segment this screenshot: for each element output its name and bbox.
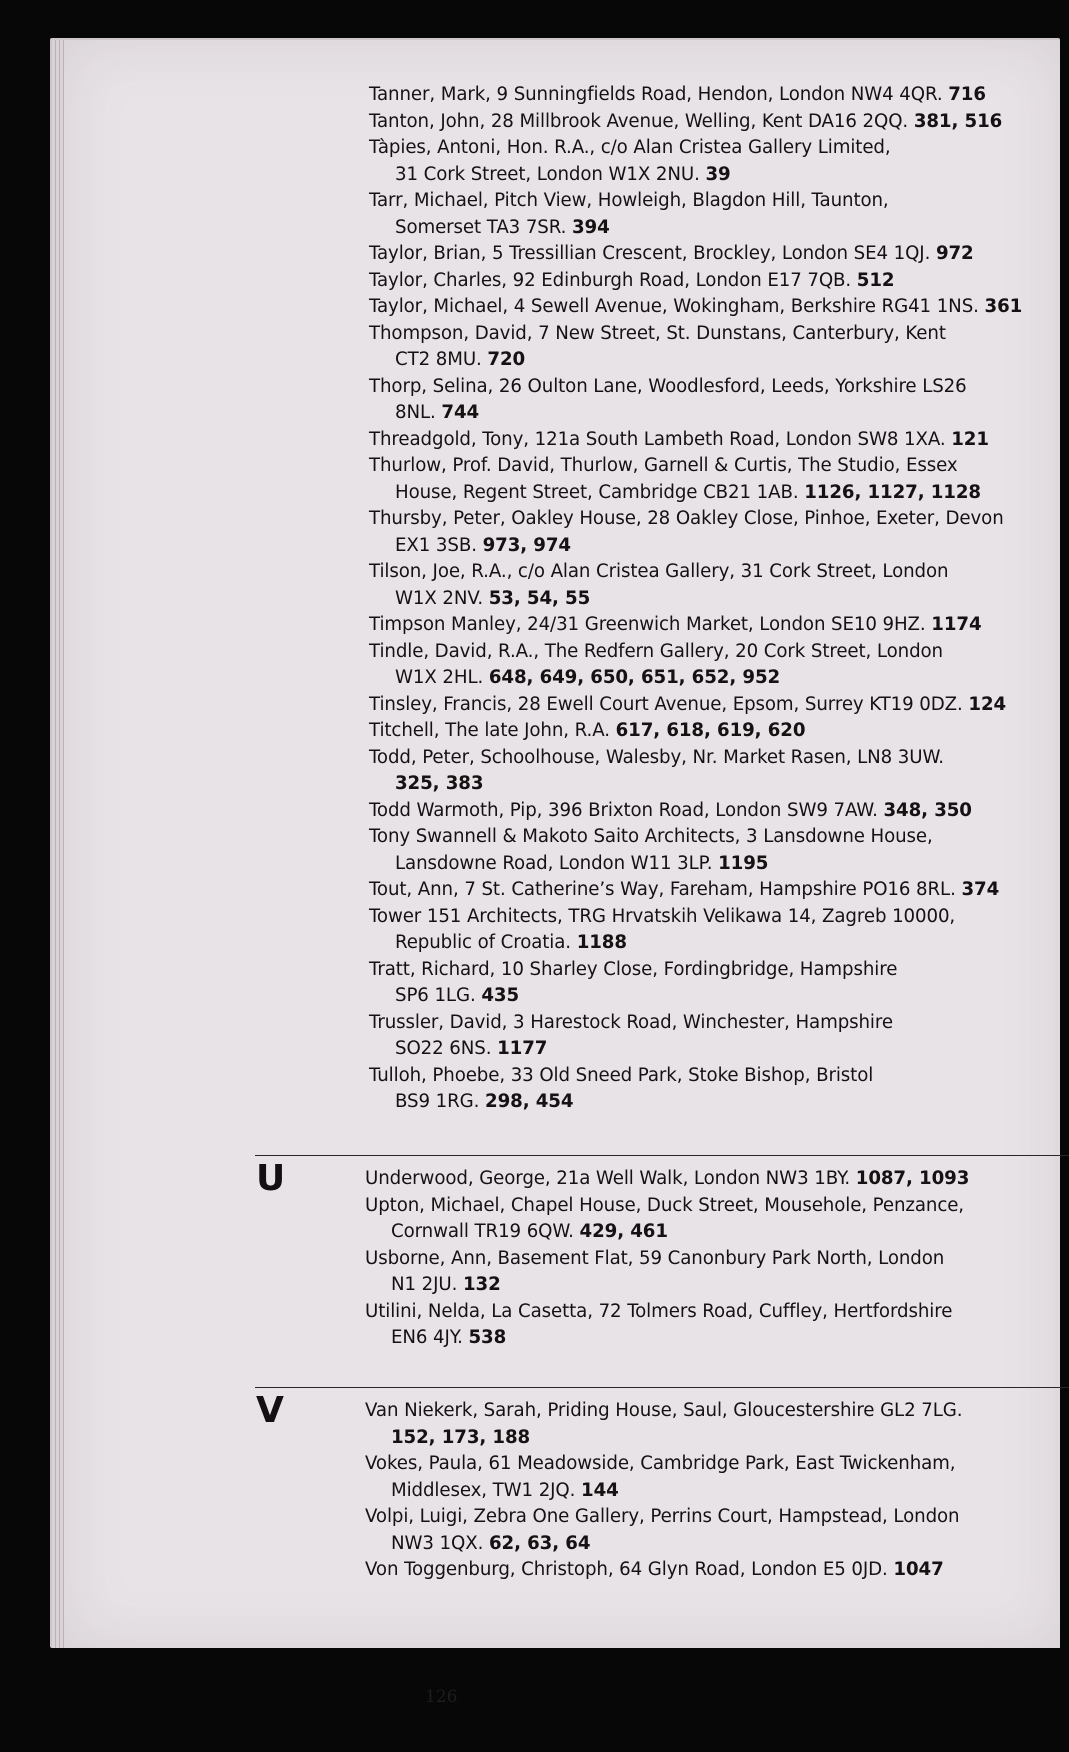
entry-name-line — [369, 294, 1039, 321]
entry-text: Tratt, Richard, 10 Sharley Close, Fordingbridge, Hampshire — [369, 958, 898, 980]
section-divider — [255, 1155, 1069, 1156]
entry-name-line — [369, 559, 1039, 586]
entry-page-numbers: 298, 454 — [485, 1091, 574, 1112]
entry-page-numbers: 429, 461 — [579, 1221, 668, 1242]
page-number: 126 — [425, 1687, 458, 1707]
entry-name-line — [369, 427, 1039, 454]
entry-name-line — [365, 1398, 1035, 1425]
entry-name-line — [369, 798, 1039, 825]
entry-text: Todd Warmoth, Pip, 396 Brixton Road, London SW9 7AW. — [369, 799, 878, 821]
entry-name-line — [369, 109, 1039, 136]
index-entry — [369, 798, 1039, 825]
entry-address-line — [365, 1425, 1035, 1452]
entry-text: EX1 3SB. — [395, 534, 477, 556]
entry-address-line — [365, 1531, 1035, 1558]
entry-name-line — [369, 639, 1039, 666]
entry-name-line — [369, 824, 1039, 851]
entry-page-numbers: 1188 — [576, 932, 627, 953]
entry-page-numbers: 744 — [441, 402, 480, 423]
entry-text: Van Niekerk, Sarah, Priding House, Saul, Gloucestershire GL2 7LG. — [365, 1400, 963, 1421]
index-entry — [369, 82, 1039, 109]
entry-text: W1X 2HL. — [395, 667, 484, 688]
entry-text: Tilson, Joe, R.A., c/o Alan Cristea Gallery, 31 Cork Street, London — [369, 561, 949, 582]
entry-address-line — [369, 400, 1039, 427]
entry-name-line — [369, 877, 1039, 904]
entry-name-line — [369, 241, 1039, 268]
index-entry — [369, 506, 1039, 559]
index-entry — [369, 877, 1039, 904]
entry-page-numbers: 1126, 1127, 1128 — [804, 481, 981, 503]
entry-page-numbers: 1174 — [931, 614, 982, 635]
entry-text: Utilini, Nelda, La Casetta, 72 Tolmers Road, Cuffley, Hertfordshire — [365, 1300, 953, 1322]
entry-name-line — [365, 1193, 1035, 1220]
index-entry — [365, 1166, 1035, 1193]
section-letter: V — [256, 1390, 284, 1431]
entry-text: Thursby, Peter, Oakley House, 28 Oakley Close, Pinhoe, Exeter, Devon — [369, 508, 1004, 529]
entry-text: CT2 8MU. — [395, 349, 482, 370]
entry-text: Cornwall TR19 6QW. — [391, 1221, 574, 1242]
entry-text: Tinsley, Francis, 28 Ewell Court Avenue, Epsom, Surrey KT19 0DZ. — [369, 693, 963, 715]
entry-address-line — [365, 1325, 1035, 1352]
index-entry — [369, 957, 1039, 1010]
entry-text: W1X 2NV. — [395, 587, 484, 609]
entry-page-numbers: 121 — [951, 428, 989, 450]
entry-address-line — [369, 665, 1039, 692]
index-entry — [365, 1398, 1035, 1451]
entry-page-numbers: 374 — [961, 879, 1000, 900]
entry-address-line — [365, 1478, 1035, 1505]
entry-text: Von Toggenburg, Christoph, 64 Glyn Road, London E5 0JD. — [365, 1559, 888, 1580]
entry-text: Tower 151 Architects, TRG Hrvatskih Velikawa 14, Zagreb 10000, — [369, 905, 956, 927]
entry-page-numbers: 1087, 1093 — [855, 1168, 970, 1189]
entry-address-line — [369, 480, 1039, 507]
entry-text: Vokes, Paula, 61 Meadowside, Cambridge Park, East Twickenham, — [365, 1453, 956, 1474]
index-entry — [365, 1451, 1035, 1504]
entry-text: Lansdowne Road, London W11 3LP. — [395, 852, 713, 874]
entry-name-line — [365, 1246, 1035, 1273]
entry-address-line — [365, 1272, 1035, 1299]
entry-text: 8NL. — [395, 402, 436, 423]
entry-address-line — [369, 1089, 1039, 1116]
index-entry — [369, 135, 1039, 188]
index-entry — [369, 904, 1039, 957]
entry-page-numbers: 1047 — [893, 1559, 944, 1580]
entry-name-line — [369, 718, 1039, 745]
entry-page-numbers: 361 — [984, 296, 1023, 317]
entry-page-numbers: 972 — [935, 243, 974, 264]
entry-page-numbers: 973, 974 — [482, 534, 571, 556]
entry-name-line — [365, 1451, 1035, 1478]
entry-text: Threadgold, Tony, 121a South Lambeth Road, London SW8 1XA. — [369, 428, 946, 450]
index-entry — [365, 1299, 1035, 1352]
entry-text: Todd, Peter, Schoolhouse, Walesby, Nr. Market Rasen, LN8 3UW. — [369, 746, 944, 768]
entry-text: 31 Cork Street, London W1X 2NU. — [395, 163, 700, 185]
entry-name-line — [369, 692, 1039, 719]
index-entry — [365, 1504, 1035, 1557]
entry-text: EN6 4JY. — [391, 1327, 463, 1348]
entry-name-line — [369, 135, 1039, 162]
entry-name-line — [369, 612, 1039, 639]
entry-text: Taylor, Michael, 4 Sewell Avenue, Wokingham, Berkshire RG41 1NS. — [369, 296, 979, 317]
entry-name-line — [365, 1166, 1035, 1193]
entry-name-line — [369, 188, 1039, 215]
entry-text: Tulloh, Phoebe, 33 Old Sneed Park, Stoke Bishop, Bristol — [369, 1064, 874, 1086]
entry-address-line — [369, 771, 1039, 798]
entry-name-line — [369, 957, 1039, 984]
entry-text: Thompson, David, 7 New Street, St. Dunstans, Canterbury, Kent — [369, 322, 946, 344]
entry-address-line — [369, 1036, 1039, 1063]
entry-text: Somerset TA3 7SR. — [395, 216, 567, 238]
entry-text: Tout, Ann, 7 St. Catherine’s Way, Fareham, Hampshire PO16 8RL. — [369, 879, 956, 900]
entry-text: SP6 1LG. — [395, 985, 476, 1006]
index-entry — [369, 639, 1039, 692]
entry-text: Underwood, George, 21a Well Walk, London NW3 1BY. — [365, 1168, 851, 1189]
index-entry — [369, 294, 1039, 321]
entry-text: Thorp, Selina, 26 Oulton Lane, Woodlesford, Leeds, Yorkshire LS26 — [369, 375, 967, 397]
entry-page-numbers: 648, 649, 650, 651, 652, 952 — [488, 667, 781, 688]
entry-address-line — [369, 983, 1039, 1010]
entry-address-line — [365, 1219, 1035, 1246]
entry-name-line — [369, 268, 1039, 295]
entry-page-numbers: 62, 63, 64 — [488, 1532, 591, 1554]
index-entry — [369, 321, 1039, 374]
entry-page-numbers: 144 — [581, 1479, 619, 1501]
section-letter: U — [256, 1158, 286, 1199]
entry-page-numbers: 394 — [572, 216, 610, 238]
entry-text: House, Regent Street, Cambridge CB21 1AB. — [395, 481, 799, 503]
entry-address-line — [369, 533, 1039, 560]
entry-page-numbers: 720 — [487, 349, 526, 370]
entry-text: NW3 1QX. — [391, 1532, 484, 1554]
index-entry — [369, 241, 1039, 268]
entry-page-numbers: 124 — [968, 693, 1007, 715]
entry-name-line — [369, 904, 1039, 931]
index-entry — [369, 718, 1039, 745]
entry-text: SO22 6NS. — [395, 1038, 492, 1059]
index-entry — [365, 1246, 1035, 1299]
entry-text: Republic of Croatia. — [395, 932, 571, 953]
entry-name-line — [365, 1299, 1035, 1326]
entry-page-numbers: 381, 516 — [913, 110, 1003, 132]
entry-text: N1 2JU. — [391, 1274, 458, 1295]
index-entry — [369, 1063, 1039, 1116]
entry-page-numbers: 1195 — [718, 852, 769, 874]
entry-text: Tony Swannell & Makoto Saito Architects, 3 Lansdowne House, — [369, 826, 933, 847]
entry-page-numbers: 132 — [462, 1274, 501, 1295]
index-entry — [369, 1010, 1039, 1063]
entry-name-line — [369, 745, 1039, 772]
entry-page-numbers: 538 — [468, 1327, 507, 1348]
index-entry — [369, 692, 1039, 719]
entry-address-line — [369, 215, 1039, 242]
entry-text: Trussler, David, 3 Harestock Road, Winchester, Hampshire — [369, 1011, 893, 1033]
entry-page-numbers: 348, 350 — [883, 799, 972, 821]
entry-name-line — [369, 82, 1039, 109]
entry-page-numbers: 53, 54, 55 — [488, 587, 591, 609]
entry-address-line — [369, 851, 1039, 878]
index-entry — [369, 374, 1039, 427]
entry-name-line — [369, 1010, 1039, 1037]
index-entry — [369, 824, 1039, 877]
entry-name-line — [365, 1557, 1035, 1584]
entry-page-numbers: 152, 173, 188 — [391, 1426, 531, 1448]
entry-address-line — [369, 162, 1039, 189]
entry-page-numbers: 617, 618, 619, 620 — [615, 720, 806, 741]
entry-address-line — [369, 930, 1039, 957]
entry-name-line — [369, 321, 1039, 348]
entry-page-numbers: 435 — [481, 985, 520, 1006]
entry-text: Usborne, Ann, Basement Flat, 59 Canonbury Park North, London — [365, 1247, 945, 1269]
entry-text: Taylor, Brian, 5 Tressillian Crescent, Brockley, London SE4 1QJ. — [369, 243, 931, 264]
entry-text: Tindle, David, R.A., The Redfern Gallery, 20 Cork Street, London — [369, 640, 943, 662]
entry-name-line — [369, 506, 1039, 533]
entry-text: Tanner, Mark, 9 Sunningfields Road, Hendon, London NW4 4QR. — [369, 84, 943, 105]
entry-text: BS9 1RG. — [395, 1091, 480, 1112]
index-entry — [369, 559, 1039, 612]
entry-text: Taylor, Charles, 92 Edinburgh Road, London E17 7QB. — [369, 269, 852, 291]
index-page — [64, 40, 1060, 1707]
index-entry — [369, 268, 1039, 295]
index-entries — [64, 40, 1060, 1648]
entry-name-line — [369, 1063, 1039, 1090]
entry-address-line — [369, 586, 1039, 613]
entry-text: Tarr, Michael, Pitch View, Howleigh, Blagdon Hill, Taunton, — [369, 190, 889, 211]
index-entry — [365, 1557, 1035, 1584]
index-entry — [365, 1193, 1035, 1246]
index-entry — [369, 612, 1039, 639]
entry-text: Tàpies, Antoni, Hon. R.A., c/o Alan Cristea Gallery Limited, — [369, 137, 891, 158]
index-entry — [369, 745, 1039, 798]
entry-text: Middlesex, TW1 2JQ. — [391, 1479, 576, 1501]
entry-page-numbers: 1177 — [497, 1038, 548, 1059]
index-entry — [369, 109, 1039, 136]
index-entry — [369, 427, 1039, 454]
entry-text: Upton, Michael, Chapel House, Duck Street, Mousehole, Penzance, — [365, 1194, 964, 1216]
entry-address-line — [369, 347, 1039, 374]
entry-text: Tanton, John, 28 Millbrook Avenue, Welling, Kent DA16 2QQ. — [369, 110, 909, 132]
entry-name-line — [365, 1504, 1035, 1531]
entry-text: Titchell, The late John, R.A. — [369, 720, 610, 741]
section-divider — [255, 1387, 1069, 1388]
entry-text: Volpi, Luigi, Zebra One Gallery, Perrins Court, Hampstead, London — [365, 1506, 960, 1527]
entry-text: Thurlow, Prof. David, Thurlow, Garnell & Curtis, The Studio, Essex — [369, 455, 958, 476]
entry-name-line — [369, 453, 1039, 480]
entry-page-numbers: 39 — [705, 163, 731, 185]
entry-name-line — [369, 374, 1039, 401]
index-entry — [369, 453, 1039, 506]
index-entry — [369, 188, 1039, 241]
entry-text: Timpson Manley, 24/31 Greenwich Market, London SE10 9HZ. — [369, 614, 926, 635]
entry-page-numbers: 325, 383 — [395, 773, 484, 794]
entry-page-numbers: 716 — [948, 84, 986, 105]
entry-page-numbers: 512 — [856, 269, 895, 291]
